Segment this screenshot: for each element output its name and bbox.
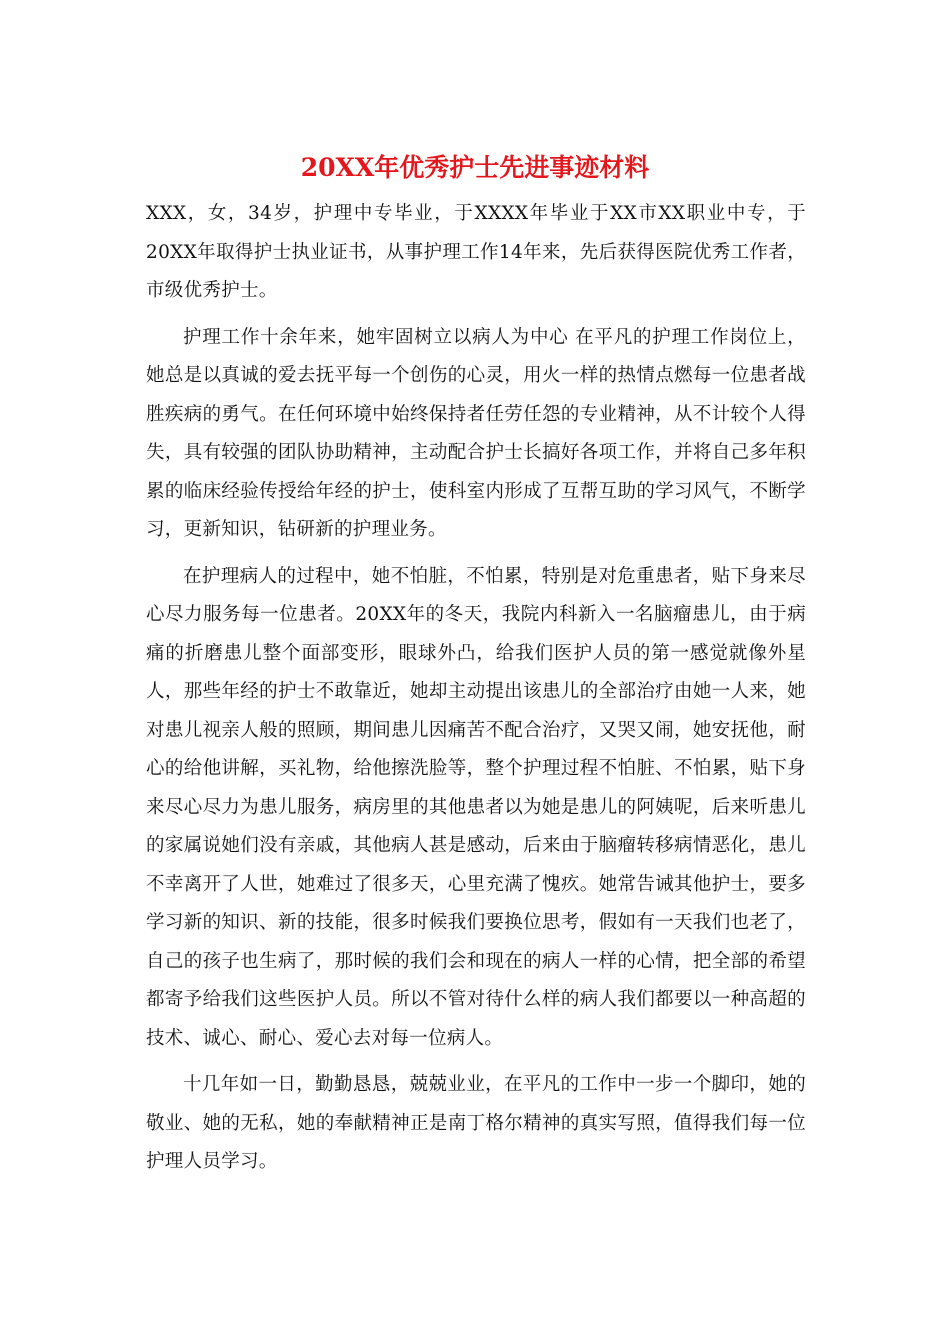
paragraph-intro: XXX，女，34岁，护理中专毕业，于XXXX年毕业于XX市XX职业中专，于20XX年取得护士执业证书，从事护理工作14年来，先后获得医院优秀工作者，市级优秀护士。 [146,203,806,301]
document-title: 20XX年优秀护士先进事迹材料 [300,153,650,182]
document-body [146,195,806,1190]
paragraph-patient-care: 在护理病人的过程中，她不怕脏，不怕累，特别是对危重患者，贴下身来尽心尽力服务每一位患者。20XX年的冬天，我院内科新入一名脑瘤患儿，由于病痛的折磨患儿整个面部变形，眼球外凸，给我们医护人员的第一感觉就像外星人，那些年经的护士不敢靠近，她却主动提出该患儿的全部治疗由她一人来，她对患儿视亲人般的照顾，期间患儿因痛苦不配合治疗，又哭又闹，她安抚他，耐心的给他讲解，买礼物，给他擦洗脸等，整个护理过程不怕脏、不怕累，贴下身来尽心尽力为患儿服务，病房里的其他患者以为她是患儿的阿姨呢，后来听患儿的家属说她们没有亲戚，其他病人甚是感动，后来由于脑瘤转移病情恶化，患儿不幸离开了人世，她难过了很多天，心里充满了愧疚。她常告诫其他护士，要多学习新的知识、新的技能，很多时候我们要换位思考，假如有一天我们也老了，自己的孩子也生病了，那时候的我们会和现在的病人一样的心情，把全部的希望都寄予给我们这些医护人员。所以不管对待什么样的病人我们都要以一种高超的技术、诚心、耐心、爱心去对每一位病人。 [146,565,806,1049]
paragraph-career: 护理工作十余年来，她牢固树立以病人为中心 在平凡的护理工作岗位上，她总是以真诚的爱去抚平每一个创伤的心灵，用火一样的热情点燃每一位患者战胜疾病的勇气。在任何环境中始终保持者任劳任怨的专业精神，从不计较个人得失，具有较强的团队协助精神，主动配合护士长搞好各项工作，并将自己多年积累的临床经验传授给年经的护士，使科室内形成了互帮互助的学习风气，不断学习，更新知识，钻研新的护理业务。 [146,326,806,540]
paragraph-conclusion: 十几年如一日，勤勤恳恳，兢兢业业，在平凡的工作中一步一个脚印，她的敬业、她的无私，她的奉献精神正是南丁格尔精神的真实写照，值得我们每一位护理人员学习。 [146,1074,806,1172]
